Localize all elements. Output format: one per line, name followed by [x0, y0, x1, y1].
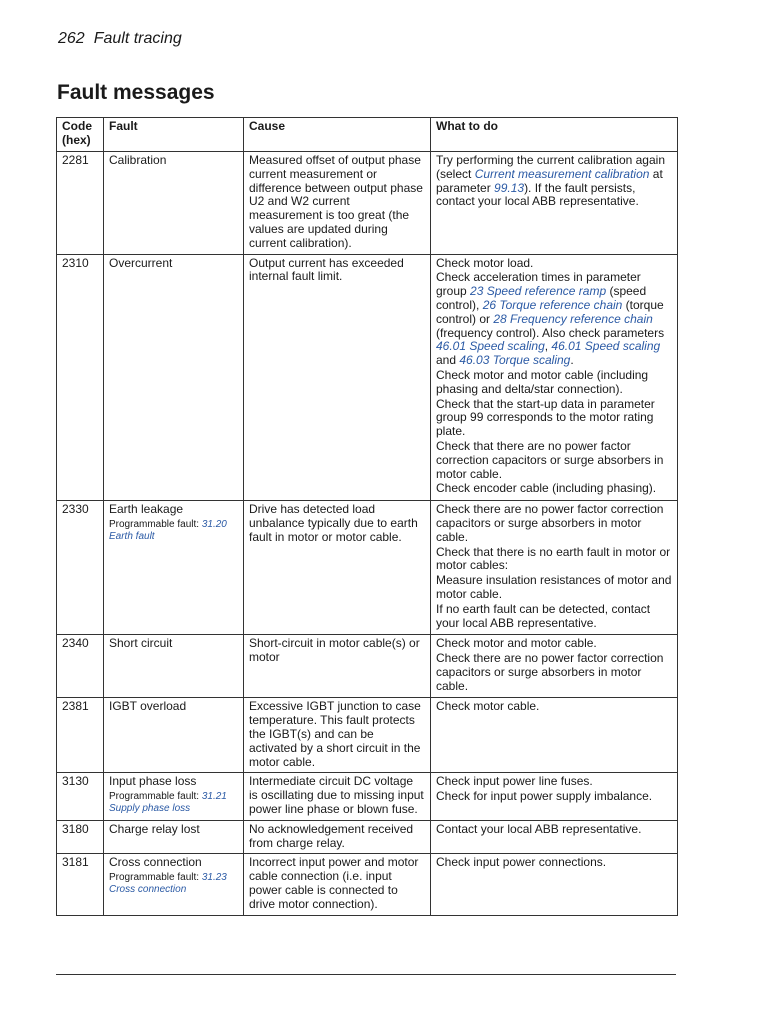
fault-name-cell: [104, 152, 244, 255]
section-title: Fault tracing: [93, 30, 182, 47]
programmable-fault-label: Programmable fault:: [109, 791, 202, 803]
programmable-fault-label: Programmable fault:: [109, 872, 202, 884]
parameter-link[interactable]: 46.01 Speed scaling: [436, 339, 545, 354]
fault-name-cell: [104, 501, 244, 635]
programmable-fault-label: Programmable fault:: [109, 518, 202, 530]
page-header: [58, 30, 182, 48]
fault-action-cell: [431, 254, 678, 501]
parameter-link[interactable]: 46.03 Torque scaling: [459, 353, 571, 368]
action-text: (frequency control). Also check parameters: [436, 325, 665, 340]
action-paragraph: [436, 652, 672, 693]
fault-name-cell: [104, 254, 244, 501]
column-header-fault: Fault: [104, 118, 244, 152]
action-paragraph: [436, 440, 672, 481]
action-text: ,: [544, 339, 552, 354]
action-text: at parameter: [436, 166, 663, 195]
fault-cause: No acknowledgement received from charge relay.: [244, 820, 431, 854]
fault-action-cell: [431, 854, 678, 915]
fault-name: Short circuit: [109, 636, 173, 651]
action-text: Check input power connections.: [436, 855, 607, 870]
fault-code: 2330: [57, 501, 104, 635]
parameter-link[interactable]: 31.23 Cross connection: [109, 872, 227, 896]
column-header-what-to-do: What to do: [431, 118, 678, 152]
fault-action-cell: [431, 152, 678, 255]
action-text: (torque control) or: [436, 297, 664, 326]
action-text: ). If the fault persists, contact your local ABB representative.: [436, 180, 639, 209]
fault-name-cell: [104, 698, 244, 773]
action-paragraph: [436, 257, 672, 271]
table-body: [57, 152, 678, 916]
action-paragraph: [436, 369, 672, 397]
fault-code: 2340: [57, 635, 104, 698]
action-paragraph: [436, 271, 672, 368]
fault-code: 2381: [57, 698, 104, 773]
parameter-link[interactable]: 28 Frequency reference chain: [493, 311, 653, 326]
parameter-link[interactable]: 99.13: [494, 180, 525, 195]
fault-name: Input phase loss: [109, 774, 197, 789]
action-text: Check there are no power factor correction capacitors or surge absorbers in motor cable.: [436, 651, 664, 693]
action-text: .: [570, 353, 574, 368]
fault-name: Cross connection: [109, 855, 202, 870]
fault-name: Earth leakage: [109, 502, 184, 517]
fault-cause: Excessive IGBT junction to case temperature. This fault protects the IGBT(s) and can be activated by a short circuit in the motor cable.: [244, 698, 431, 773]
programmable-fault-note: [109, 791, 238, 815]
parameter-link[interactable]: 26 Torque reference chain: [482, 297, 623, 312]
fault-messages-table: [56, 117, 678, 916]
action-paragraph: [436, 546, 672, 574]
fault-action-cell: [431, 698, 678, 773]
parameter-link[interactable]: 23 Speed reference ramp: [470, 284, 607, 299]
parameter-link[interactable]: Current measurement calibration: [474, 166, 650, 181]
action-text: Check that there are no power factor correction capacitors or surge absorbers in motor cable.: [436, 438, 664, 481]
action-paragraph: [436, 823, 672, 837]
table-header-row: [57, 118, 678, 152]
table-row: [57, 698, 678, 773]
action-text: Check for input power supply imbalance.: [436, 789, 653, 804]
page-number: 262: [58, 30, 85, 47]
action-paragraph: [436, 603, 672, 631]
action-text: Check that there is no earth fault in motor or motor cables:: [436, 544, 671, 573]
action-paragraph: [436, 637, 672, 651]
fault-action-cell: [431, 773, 678, 820]
programmable-fault-note: [109, 872, 238, 896]
fault-action-cell: [431, 635, 678, 698]
action-text: Check motor cable.: [436, 699, 540, 714]
action-paragraph: [436, 398, 672, 439]
action-text: Check motor load.: [436, 255, 534, 270]
fault-name-cell: [104, 854, 244, 915]
action-paragraph: [436, 790, 672, 804]
fault-cause: Intermediate circuit DC voltage is oscillating due to missing input power line phase or blown fuse.: [244, 773, 431, 820]
fault-action-cell: [431, 820, 678, 854]
fault-code: 3130: [57, 773, 104, 820]
fault-name: Charge relay lost: [109, 821, 200, 836]
action-text: Contact your local ABB representative.: [436, 821, 642, 836]
action-paragraph: [436, 700, 672, 714]
fault-code: 3181: [57, 854, 104, 915]
fault-code: 2310: [57, 254, 104, 501]
fault-name-cell: [104, 773, 244, 820]
fault-code: 2281: [57, 152, 104, 255]
fault-code: 3180: [57, 820, 104, 854]
column-header-cause: Cause: [244, 118, 431, 152]
fault-name-cell: [104, 820, 244, 854]
fault-name: IGBT overload: [109, 699, 187, 714]
fault-cause: Short-circuit in motor cable(s) or motor: [244, 635, 431, 698]
fault-name: Calibration: [109, 153, 167, 167]
fault-name-cell: [104, 635, 244, 698]
parameter-link[interactable]: 46.01 Speed scaling: [551, 339, 661, 354]
action-text: Check that the start-up data in parameter group 99 corresponds to the motor rating plate.: [436, 396, 655, 439]
footer-divider: [56, 974, 676, 975]
action-text: Try performing the current calibration again (select: [436, 153, 665, 181]
table-row: [57, 773, 678, 820]
action-text: If no earth fault can be detected, contact your local ABB representative.: [436, 601, 651, 630]
table-row: [57, 254, 678, 501]
action-text: Check there are no power factor correction capacitors or surge absorbers in motor cable.: [436, 502, 664, 544]
programmable-fault-note: [109, 519, 238, 543]
action-text: Check acceleration times in parameter group: [436, 270, 641, 299]
action-paragraph: [436, 856, 672, 870]
action-text: Check motor and motor cable.: [436, 636, 597, 651]
page-title: Fault messages: [57, 81, 215, 104]
action-paragraph: [436, 574, 672, 602]
action-text: and: [436, 353, 460, 368]
fault-name: Overcurrent: [109, 255, 173, 270]
parameter-link[interactable]: 31.21 Supply phase loss: [109, 791, 227, 815]
action-paragraph: [436, 154, 672, 209]
parameter-link[interactable]: 31.20 Earth fault: [109, 518, 227, 542]
table-row: [57, 635, 678, 698]
table-row: [57, 820, 678, 854]
action-text: (speed control),: [436, 284, 647, 312]
column-header-code: Code (hex): [57, 118, 104, 152]
action-text: Measure insulation resistances of motor and motor cable.: [436, 573, 672, 601]
fault-cause: Measured offset of output phase current measurement or difference between output phase U2 and W2 current measurement is too great (the values are updated during current calibration).: [244, 152, 431, 255]
action-paragraph: [436, 775, 672, 789]
fault-cause: Drive has detected load unbalance typically due to earth fault in motor or motor cable.: [244, 501, 431, 635]
fault-cause: Output current has exceeded internal fault limit.: [244, 254, 431, 501]
table-row: [57, 854, 678, 915]
table-row: [57, 501, 678, 635]
action-text: Check motor and motor cable (including phasing and delta/star connection).: [436, 367, 649, 396]
fault-action-cell: [431, 501, 678, 635]
action-paragraph: [436, 503, 672, 544]
fault-cause: Incorrect input power and motor cable connection (i.e. input power cable is connected to drive motor connection).: [244, 854, 431, 915]
action-text: Check encoder cable (including phasing).: [436, 481, 657, 496]
action-text: Check input power line fuses.: [436, 774, 593, 789]
action-paragraph: [436, 482, 672, 496]
table-row: [57, 152, 678, 255]
